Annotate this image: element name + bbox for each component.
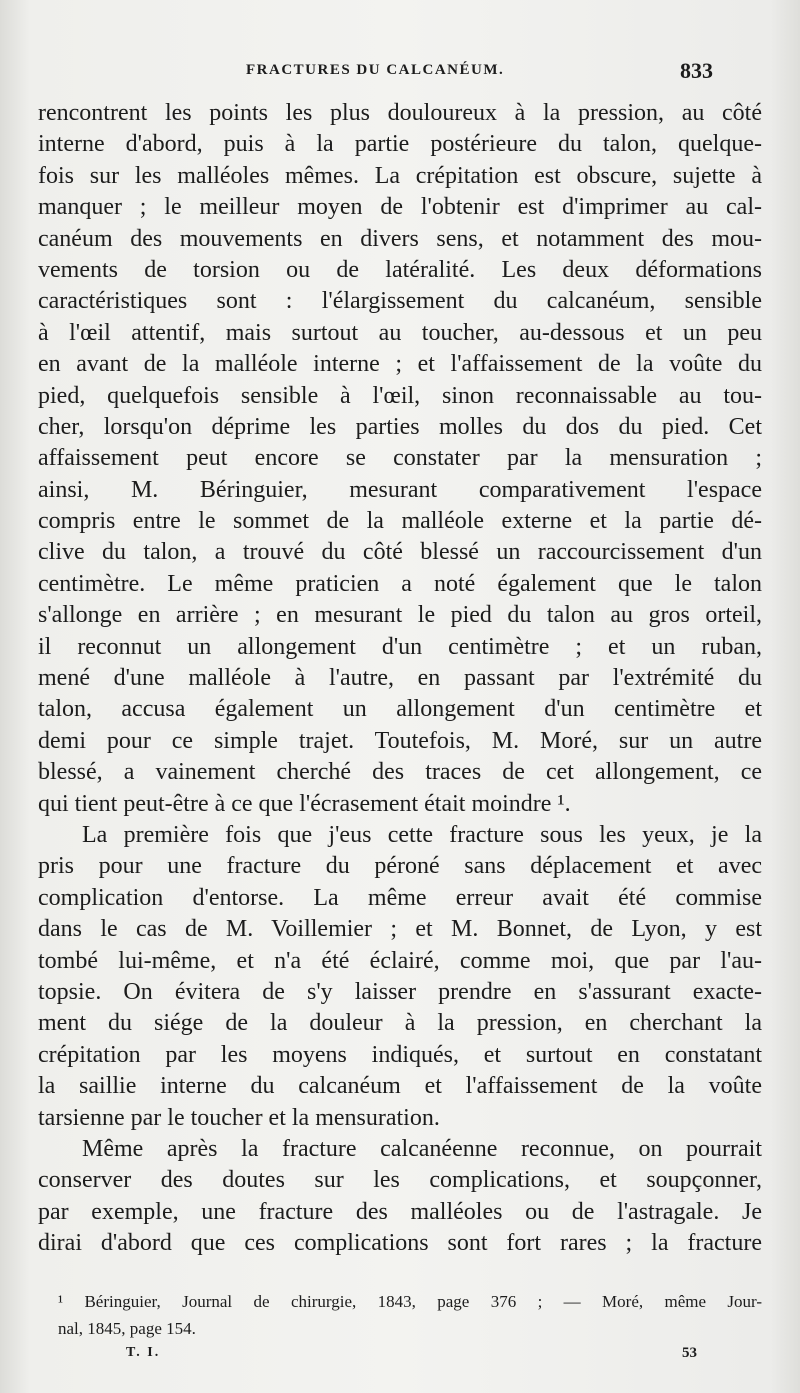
- text-line: vements de torsion ou de latéralité. Les deux déformations: [38, 256, 762, 283]
- text-line: interne d'abord, puis à la partie postérieure du talon, quelque-: [38, 131, 762, 158]
- text-line: fois sur les malléoles mêmes. La crépitation est obscure, sujette à: [38, 162, 762, 189]
- text-line: pris pour une fracture du péroné sans déplacement et avec: [38, 853, 762, 880]
- text-line: ainsi, M. Béringuier, mesurant comparativement l'espace: [38, 476, 762, 503]
- text-line: complication d'entorse. La même erreur avait été commise: [38, 884, 762, 911]
- text-line: tombé lui-même, et n'a été éclairé, comme moi, que par l'au-: [38, 947, 762, 974]
- signature-mark: T. I.: [126, 1345, 161, 1360]
- paragraph-start-line: Même après la fracture calcanéenne reconnue, on pourrait: [82, 1135, 762, 1162]
- text-line: talon, accusa également un allongement d'un centimètre et: [38, 696, 762, 723]
- text-line: canéum des mouvements en divers sens, et notamment des mou-: [38, 225, 762, 252]
- paragraph-start-line: La première fois que j'eus cette fracture sous les yeux, je la: [82, 821, 762, 848]
- text-line: s'allonge en arrière ; en mesurant le pied du talon au gros orteil,: [38, 602, 762, 629]
- text-line: demi pour ce simple trajet. Toutefois, M. Moré, sur un autre: [38, 727, 762, 754]
- sheet-number: 53: [682, 1345, 697, 1361]
- text-line: conserver des doutes sur les complications, et soupçonner,: [38, 1167, 762, 1194]
- text-line: en avant de la malléole interne ; et l'affaissement de la voûte du: [38, 351, 762, 378]
- text-line: ment du siége de la douleur à la pression, en cherchant la: [38, 1010, 762, 1037]
- text-line: mené d'une malléole à l'autre, en passant par l'extrémité du: [38, 665, 762, 692]
- text-line: dans le cas de M. Voillemier ; et M. Bonnet, de Lyon, y est: [38, 916, 762, 943]
- text-line: crépitation par les moyens indiqués, et surtout en constatant: [38, 1041, 762, 1068]
- text-line: cher, lorsqu'on déprime les parties molles du dos du pied. Cet: [38, 413, 762, 440]
- text-line: par exemple, une fracture des malléoles ou de l'astragale. Je: [38, 1198, 762, 1225]
- text-line: rencontrent les points les plus douloureux à la pression, au côté: [38, 100, 762, 126]
- text-line: il reconnut un allongement d'un centimètre ; et un ruban,: [38, 633, 762, 660]
- text-line: caractéristiques sont : l'élargissement du calcanéum, sensible: [38, 288, 762, 315]
- text-line: compris entre le sommet de la malléole externe et la partie dé-: [38, 508, 762, 535]
- paragraph-end-line: qui tient peut-être à ce que l'écrasement était moindre ¹.: [38, 790, 571, 817]
- text-line: la saillie interne du calcanéum et l'affaissement de la voûte: [38, 1073, 762, 1100]
- text-line: pied, quelquefois sensible à l'œil, sinon reconnaissable au tou-: [38, 382, 762, 409]
- text-line: clive du talon, a trouvé du côté blessé un raccourcissement d'un: [38, 539, 762, 566]
- text-line: à l'œil attentif, mais surtout au toucher, au-dessous et un peu: [38, 319, 762, 346]
- text-line: dirai d'abord que ces complications sont fort rares ; la fracture: [38, 1230, 762, 1257]
- text-line: blessé, a vainement cherché des traces de cet allongement, ce: [38, 759, 762, 786]
- footnote-line: ¹ Béringuier, Journal de chirurgie, 1843, page 376 ; — Moré, même Jour-: [58, 1292, 762, 1311]
- text-line: centimètre. Le même praticien a noté également que le talon: [38, 570, 762, 597]
- text-line: affaissement peut encore se constater par la mensuration ;: [38, 445, 762, 472]
- text-line: topsie. On évitera de s'y laisser prendre en s'assurant exacte-: [38, 978, 762, 1005]
- page-number: 833: [680, 58, 713, 83]
- body-text: [38, 98, 762, 1259]
- text-line: manquer ; le meilleur moyen de l'obtenir est d'imprimer au cal-: [38, 194, 762, 221]
- running-title: FRACTURES DU CALCANÉUM.: [246, 62, 505, 78]
- paragraph-end-line: tarsienne par le toucher et la mensuration.: [38, 1104, 440, 1131]
- footnote: [58, 1288, 762, 1342]
- footnote-line: nal, 1845, page 154.: [58, 1319, 196, 1338]
